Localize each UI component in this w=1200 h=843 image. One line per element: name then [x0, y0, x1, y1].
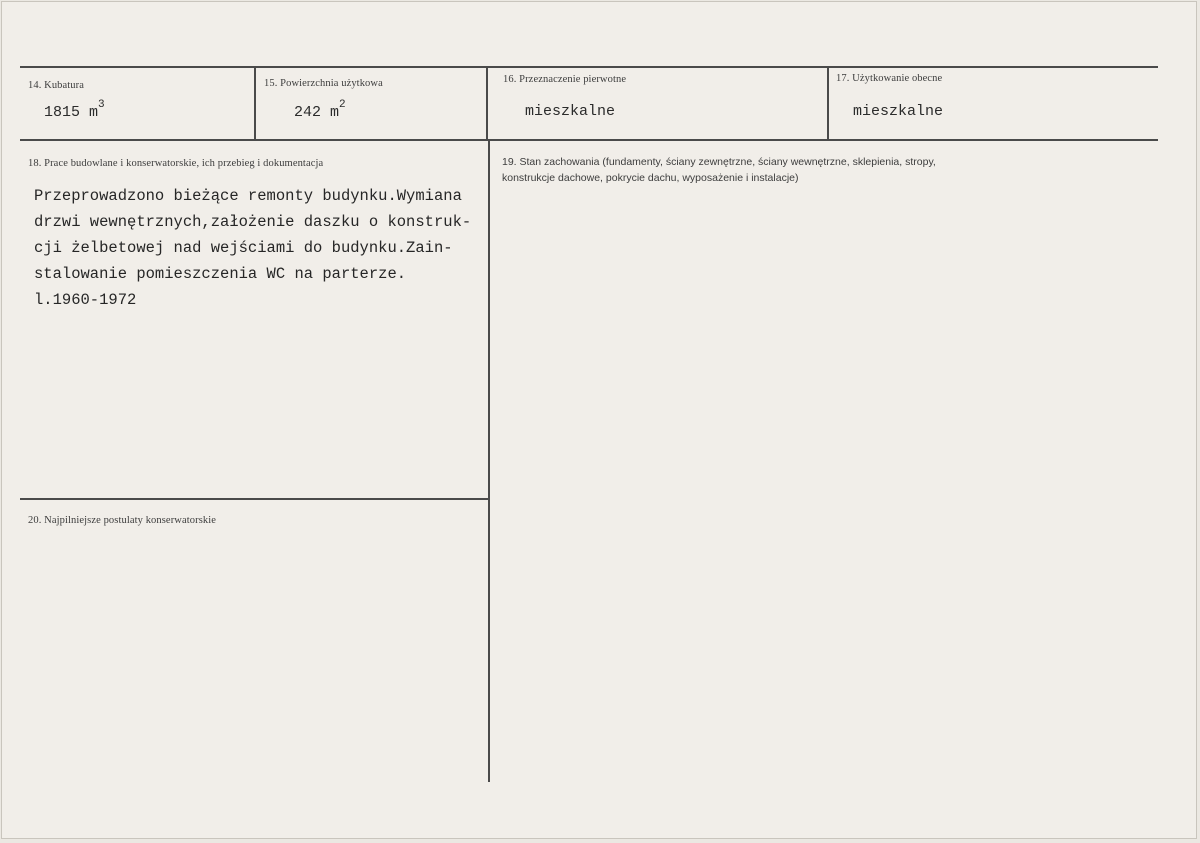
prace-text	[34, 183, 471, 313]
divider-14-15	[254, 68, 256, 140]
przeznaczenie-label: 16. Przeznaczenie pierwotne	[503, 74, 627, 85]
top-rule	[20, 66, 1158, 68]
stan-label	[502, 154, 1062, 186]
przeznaczenie-value: mieszkalne	[525, 103, 616, 120]
kubatura-value	[44, 99, 105, 121]
divider-15-16	[486, 68, 488, 140]
uzytkowanie-label: 17. Użytkowanie obecne	[836, 73, 943, 84]
prace-label: 18. Prace budowlane i konserwatorskie, ich przebieg i dokumentacja	[28, 158, 324, 169]
stan-label-line1: 19. Stan zachowania (fundamenty, ściany zewnętrzne, ściany wewnętrzne, sklepienia, stropy,	[502, 156, 936, 168]
powierzchnia-exponent: 2	[339, 99, 346, 111]
prace-line: drzwi wewnętrznych,założenie daszku o konstruk-	[34, 213, 472, 231]
divider-16-17	[827, 68, 829, 140]
powierzchnia-number: 242 m	[294, 104, 340, 121]
divider-left-right	[488, 141, 490, 782]
kubatura-label: 14. Kubatura	[28, 80, 85, 91]
prace-line: cji żelbetowej nad wejściami do budynku.Zain-	[34, 239, 453, 257]
prace-line: l.1960-1972	[34, 291, 137, 309]
postulaty-label: 20. Najpilniejsze postulaty konserwatorskie	[28, 515, 217, 526]
section-18-bottom-rule	[20, 498, 488, 500]
powierzchnia-label: 15. Powierzchnia użytkowa	[264, 78, 383, 89]
prace-line: stalowanie pomieszczenia WC na parterze.	[34, 265, 407, 283]
header-bottom-rule	[20, 139, 1158, 141]
inventory-card	[1, 1, 1197, 839]
prace-line: Przeprowadzono bieżące remonty budynku.Wymiana	[34, 187, 462, 205]
stan-label-line2: konstrukcje dachowe, pokrycie dachu, wyposażenie i instalacje)	[502, 172, 799, 184]
kubatura-exponent: 3	[98, 99, 105, 111]
uzytkowanie-value: mieszkalne	[853, 103, 944, 120]
kubatura-number: 1815 m	[44, 104, 99, 121]
powierzchnia-value	[294, 99, 346, 121]
